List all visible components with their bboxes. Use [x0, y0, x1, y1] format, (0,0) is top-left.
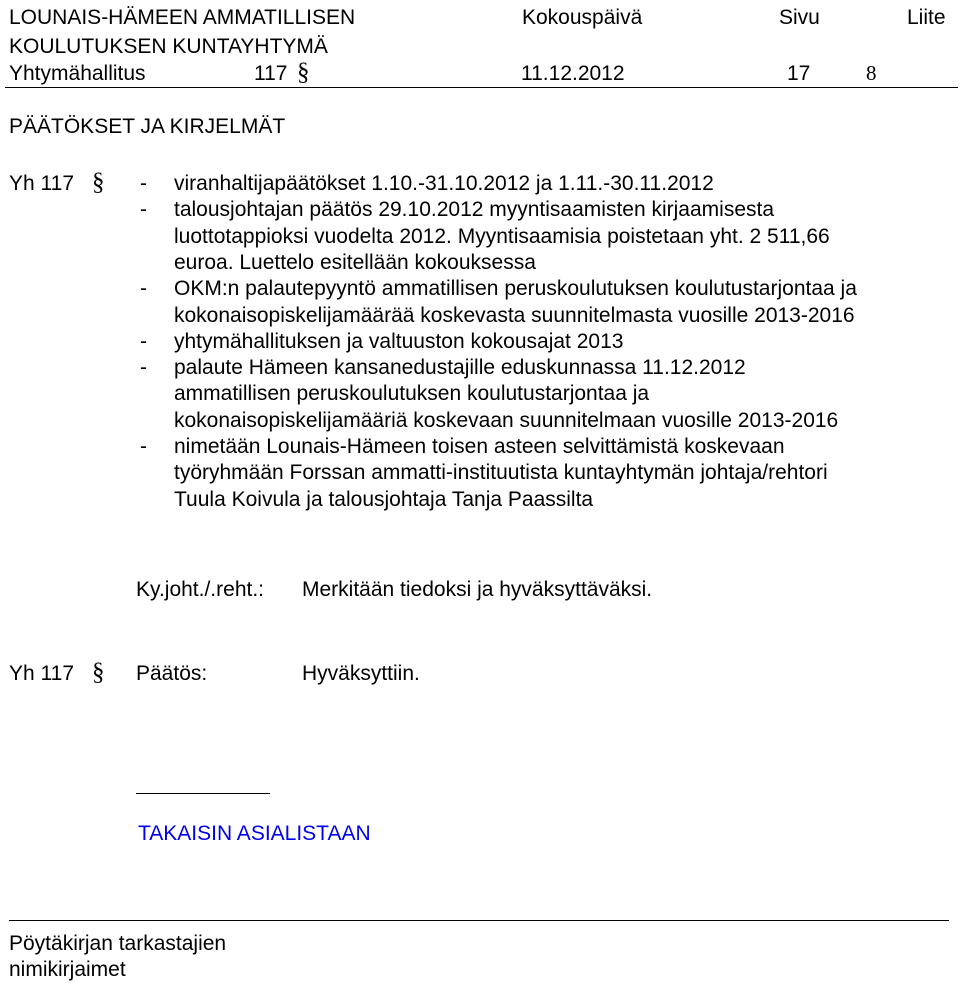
list-bullet-dash: -: [140, 330, 147, 353]
list-bullet-dash: -: [140, 435, 147, 458]
list-item-line: kokonaisopiskelijamääriä koskevaan suunnitelmaan vuosille 2013-2016: [174, 409, 839, 432]
proposal-label: Ky.joht./.reht.:: [136, 578, 264, 601]
short-divider: [136, 793, 270, 794]
org-name-line2: KOULUTUKSEN KUNTAYHTYMÄ: [9, 35, 328, 58]
list-item-line: euroa. Luettelo esitellään kokouksessa: [174, 251, 536, 274]
section-title: PÄÄTÖKSET JA KIRJELMÄT: [9, 115, 286, 138]
list-item-line: kokonaisopiskelijamäärää koskevasta suunnitelmasta vuosille 2013-2016: [174, 304, 855, 327]
section-number: 117: [254, 62, 288, 85]
list-bullet-dash: -: [140, 277, 147, 300]
list-bullet-dash: -: [140, 356, 147, 379]
meeting-date-label: Kokouspäivä: [522, 6, 643, 29]
proposal-text: Merkitään tiedoksi ja hyväksyttäväksi.: [302, 578, 653, 601]
body-name: Yhtymähallitus: [9, 62, 146, 85]
list-item-line: OKM:n palautepyyntö ammatillisen peruskoulutuksen koulutustarjontaa ja: [174, 277, 857, 300]
page-label: Sivu: [779, 6, 820, 29]
decision-text: Hyväksyttiin.: [302, 662, 420, 685]
section-sign: §: [297, 59, 310, 86]
appendix-number: 8: [866, 61, 877, 85]
decision-section-sign: §: [92, 659, 105, 686]
list-item-line: talousjohtajan päätös 29.10.2012 myyntisaamisten kirjaamisesta: [174, 198, 775, 221]
list-item-line: yhtymähallituksen ja valtuuston kokousajat 2013: [174, 330, 624, 353]
decision-label: Päätös:: [136, 662, 208, 685]
meeting-date: 11.12.2012: [521, 62, 625, 85]
page-number: 17: [787, 62, 811, 85]
header-rule: [5, 87, 958, 88]
appendix-label: Liite: [907, 6, 946, 29]
footer-rule: [9, 920, 949, 921]
footer-line2: nimikirjaimet: [9, 958, 126, 981]
list-bullet-dash: -: [140, 198, 147, 221]
list-item-line: luottotappioksi vuodelta 2012. Myyntisaamisia poistetaan yht. 2 511,66: [174, 225, 830, 248]
list-item-line: ammatillisen peruskoulutuksen koulutustarjontaa ja: [174, 382, 650, 405]
list-item-line: työryhmään Forssan ammatti-instituutista kuntayhtymän johtaja/rehtori: [174, 461, 828, 484]
org-name-line1: LOUNAIS-HÄMEEN AMMATILLISEN: [9, 6, 356, 29]
back-to-agenda-link[interactable]: TAKAISIN ASIALISTAAN: [138, 822, 371, 845]
list-item-line: palaute Hämeen kansanedustajille eduskunnassa 11.12.2012: [174, 356, 746, 379]
list-item-line: Tuula Koivula ja talousjohtaja Tanja Paassilta: [174, 488, 594, 511]
list-item-line: viranhaltijapäätökset 1.10.-31.10.2012 ja 1.11.-30.11.2012: [174, 172, 714, 195]
footer-line1: Pöytäkirjan tarkastajien: [9, 932, 227, 955]
item-ref: Yh 117: [9, 172, 74, 195]
decision-ref: Yh 117: [9, 662, 74, 685]
list-item-line: nimetään Lounais-Hämeen toisen asteen selvittämistä koskevaan: [174, 435, 785, 458]
item-section-sign: §: [92, 169, 105, 196]
list-bullet-dash: -: [140, 172, 147, 195]
